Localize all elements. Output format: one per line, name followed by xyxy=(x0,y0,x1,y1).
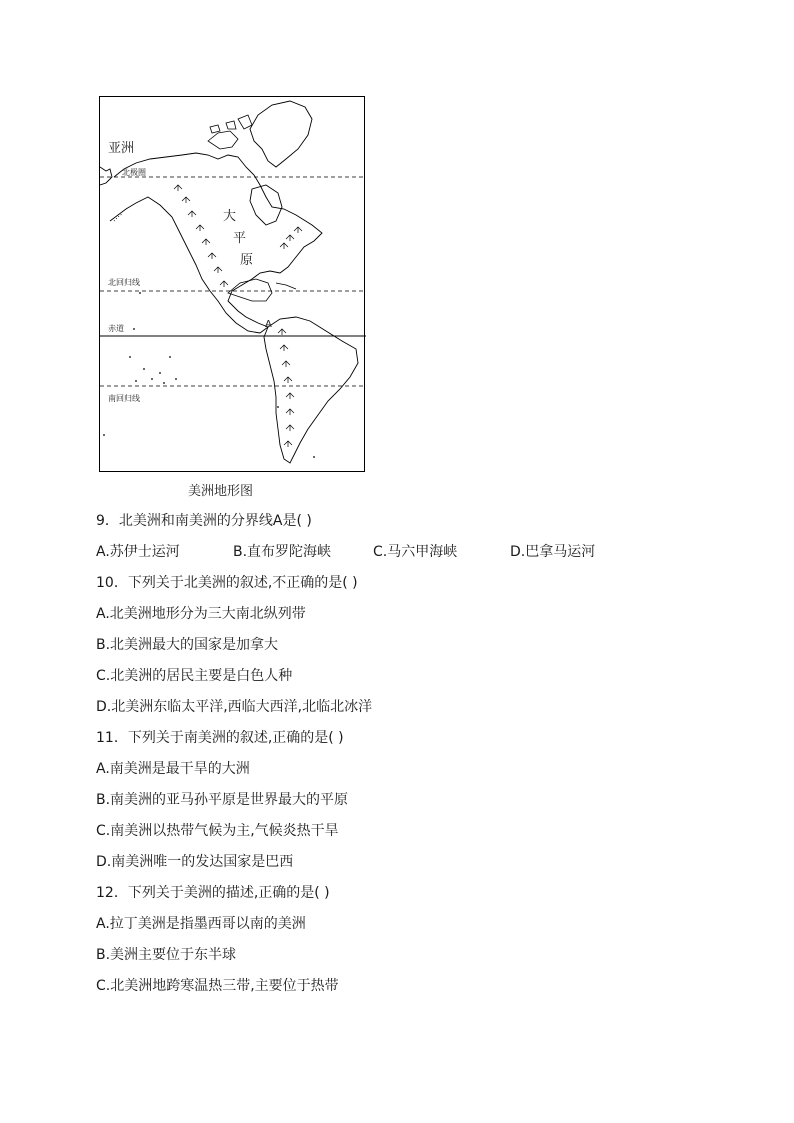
q12-option-a[interactable]: A.拉丁美洲是指墨西哥以南的美洲 xyxy=(96,916,306,932)
caribbean-islands xyxy=(276,283,296,289)
tropic-cancer-label: 北回归线 xyxy=(108,278,140,287)
q12-option-c[interactable]: C.北美洲地跨寒温热三带,主要位于热带 xyxy=(96,978,339,994)
q9-option-b[interactable]: B.直布罗陀海峡 xyxy=(233,544,332,560)
greenland xyxy=(250,101,312,167)
appalachian-mountains xyxy=(280,227,302,249)
equator-label: 赤道 xyxy=(108,324,124,333)
plains-char-2: 平 xyxy=(233,231,247,246)
arctic-island-3 xyxy=(226,121,236,129)
q9-option-c[interactable]: C.马六甲海峡 xyxy=(373,544,458,560)
americas-terrain-map xyxy=(99,96,365,472)
q9-option-a[interactable]: A.苏伊士运河 xyxy=(96,544,180,560)
q11-option-a[interactable]: A.南美洲是最干旱的大洲 xyxy=(96,761,250,777)
q10-option-c[interactable]: C.北美洲的居民主要是白色人种 xyxy=(96,668,293,684)
tropic-capricorn-label: 南回归线 xyxy=(108,394,140,403)
q10-option-b[interactable]: B.北美洲最大的国家是加拿大 xyxy=(96,637,279,653)
q12-option-b[interactable]: B.美洲主要位于东半球 xyxy=(96,947,237,963)
question-9-stem: 9．北美洲和南美洲的分界线A是( ) xyxy=(96,513,312,529)
point-a-label: A xyxy=(265,319,272,330)
q10-option-a[interactable]: A.北美洲地形分为三大南北纵列带 xyxy=(96,606,306,622)
plains-char-3: 原 xyxy=(240,253,254,268)
q11-option-d[interactable]: D.南美洲唯一的发达国家是巴西 xyxy=(96,854,294,870)
hudson-bay xyxy=(250,185,282,225)
q11-option-b[interactable]: B.南美洲的亚马孙平原是世界最大的平原 xyxy=(96,792,349,808)
asia-label: 亚洲 xyxy=(108,141,135,156)
plains-char-1: 大 xyxy=(223,209,237,224)
question-12-stem: 12．下列关于美洲的描述,正确的是( ) xyxy=(96,885,330,901)
question-10-stem: 10．下列关于北美洲的叙述,不正确的是( ) xyxy=(96,575,358,591)
q10-option-d[interactable]: D.北美洲东临太平洋,西临大西洋,北临北冰洋 xyxy=(96,699,373,715)
map-caption: 美洲地形图 xyxy=(188,484,254,499)
arctic-island-4 xyxy=(210,125,220,133)
asia-coast xyxy=(100,167,112,185)
gulf-of-mexico xyxy=(228,279,272,301)
north-america xyxy=(110,153,322,333)
south-america xyxy=(264,317,358,463)
question-11-stem: 11．下列关于南美洲的叙述,正确的是( ) xyxy=(96,730,344,746)
q9-option-d[interactable]: D.巴拿马运河 xyxy=(510,544,596,560)
andes-mountains xyxy=(278,329,294,447)
arctic-circle-label: 北极圈 xyxy=(122,168,146,177)
rocky-mountains xyxy=(174,185,228,287)
question-9-options xyxy=(96,541,595,561)
q11-option-c[interactable]: C.南美洲以热带气候为主,气候炎热干旱 xyxy=(96,823,339,839)
pacific-islands xyxy=(103,292,315,458)
arctic-island-2 xyxy=(238,115,252,129)
arctic-island-1 xyxy=(208,131,238,149)
